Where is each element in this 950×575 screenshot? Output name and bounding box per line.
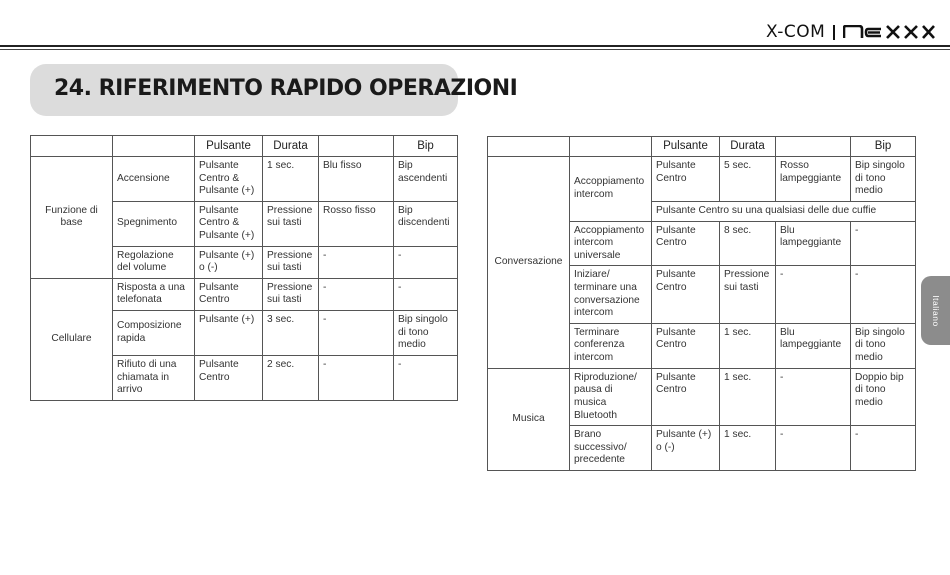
header-cell — [319, 136, 394, 157]
button-cell: Pulsante Centro — [652, 221, 720, 266]
header-cell: Bip — [394, 136, 458, 157]
header-cell — [488, 137, 570, 157]
button-cell: Pulsante (+) — [195, 310, 263, 355]
beep-cell: Doppio bip di tono medio — [851, 368, 916, 425]
operation-cell: Riproduzione/ pausa di musica Bluetooth — [570, 368, 652, 425]
duration-cell: Pressione sui tasti — [263, 278, 319, 310]
operation-cell: Regolazione del volume — [113, 246, 195, 278]
table-header-row — [488, 137, 916, 157]
header-cell — [570, 137, 652, 157]
led-cell: - — [776, 426, 851, 471]
duration-cell: 2 sec. — [263, 355, 319, 400]
nexx-logo — [843, 25, 935, 39]
table-row — [488, 157, 916, 202]
button-cell: Pulsante Centro — [652, 157, 720, 202]
operation-cell: Spegnimento — [113, 201, 195, 246]
button-cell: Pulsante Centro — [652, 323, 720, 368]
header-cell: Pulsante — [652, 137, 720, 157]
duration-cell: 8 sec. — [720, 221, 776, 266]
led-cell: Blu lampeggiante — [776, 323, 851, 368]
left-quick-reference-table — [30, 135, 458, 401]
button-cell: Pulsante Centro & Pulsante (+) — [195, 157, 263, 202]
operation-cell: Brano successivo/ precedente — [570, 426, 652, 471]
category-cell: Cellulare — [31, 278, 113, 400]
header-cell: Pulsante — [195, 136, 263, 157]
operation-cell: Accoppiamento intercom — [570, 157, 652, 222]
operation-cell: Composizione rapida — [113, 310, 195, 355]
table-row — [488, 368, 916, 425]
button-cell: Pulsante Centro & Pulsante (+) — [195, 201, 263, 246]
language-side-tab[interactable] — [921, 276, 950, 345]
duration-cell: 1 sec. — [720, 368, 776, 425]
duration-cell: 3 sec. — [263, 310, 319, 355]
category-cell: Conversazione — [488, 157, 570, 369]
led-cell: Blu fisso — [319, 157, 394, 202]
button-cell: Pulsante (+) o (-) — [652, 426, 720, 471]
beep-cell: Bip singolo di tono medio — [394, 310, 458, 355]
note-cell: Pulsante Centro su una qualsiasi delle due cuffie — [652, 202, 916, 222]
led-cell: Rosso fisso — [319, 201, 394, 246]
beep-cell: Bip ascendenti — [394, 157, 458, 202]
beep-cell: Bip singolo di tono medio — [851, 157, 916, 202]
duration-cell: Pressione sui tasti — [720, 266, 776, 323]
button-cell: Pulsante (+) o (-) — [195, 246, 263, 278]
beep-cell: Bip singolo di tono medio — [851, 323, 916, 368]
header-cell — [31, 136, 113, 157]
table-header-row — [31, 136, 458, 157]
led-cell: - — [776, 266, 851, 323]
header-rule-thin — [0, 49, 950, 50]
header-cell: Durata — [263, 136, 319, 157]
header-cell: Durata — [720, 137, 776, 157]
led-cell: Blu lampeggiante — [776, 221, 851, 266]
brand-name: X-COM — [766, 22, 826, 42]
led-cell: Rosso lampeggiante — [776, 157, 851, 202]
duration-cell: 1 sec. — [720, 426, 776, 471]
operation-cell: Rifiuto di una chiamata in arrivo — [113, 355, 195, 400]
operation-cell: Iniziare/ terminare una conversazione intercom — [570, 266, 652, 323]
header-cell — [113, 136, 195, 157]
table-row — [31, 278, 458, 310]
operation-cell: Accensione — [113, 157, 195, 202]
beep-cell: - — [851, 266, 916, 323]
beep-cell: - — [394, 355, 458, 400]
category-cell: Funzione di base — [31, 157, 113, 279]
beep-cell: - — [394, 278, 458, 310]
beep-cell: - — [851, 426, 916, 471]
duration-cell: 1 sec. — [720, 323, 776, 368]
beep-cell: - — [851, 221, 916, 266]
operation-cell: Risposta a una telefonata — [113, 278, 195, 310]
button-cell: Pulsante Centro — [195, 355, 263, 400]
operation-cell: Accoppiamento intercom universale — [570, 221, 652, 266]
header-cell — [776, 137, 851, 157]
section-title-box — [30, 64, 518, 116]
led-cell: - — [319, 246, 394, 278]
led-cell: - — [319, 310, 394, 355]
header-cell: Bip — [851, 137, 916, 157]
section-title: 24. RIFERIMENTO RAPIDO OPERAZIONI — [54, 76, 518, 101]
table-row — [31, 157, 458, 202]
operation-cell: Terminare conferenza intercom — [570, 323, 652, 368]
right-quick-reference-table — [487, 136, 916, 471]
header-rule — [0, 45, 950, 47]
beep-cell: - — [394, 246, 458, 278]
button-cell: Pulsante Centro — [652, 266, 720, 323]
header-separator — [833, 25, 835, 40]
led-cell: - — [319, 278, 394, 310]
category-cell: Musica — [488, 368, 570, 470]
header-brand — [766, 22, 935, 42]
led-cell: - — [776, 368, 851, 425]
duration-cell: Pressione sui tasti — [263, 246, 319, 278]
button-cell: Pulsante Centro — [652, 368, 720, 425]
beep-cell: Bip discendenti — [394, 201, 458, 246]
duration-cell: Pressione sui tasti — [263, 201, 319, 246]
language-tab-label: Italiano — [930, 294, 941, 327]
duration-cell: 5 sec. — [720, 157, 776, 202]
led-cell: - — [319, 355, 394, 400]
button-cell: Pulsante Centro — [195, 278, 263, 310]
duration-cell: 1 sec. — [263, 157, 319, 202]
